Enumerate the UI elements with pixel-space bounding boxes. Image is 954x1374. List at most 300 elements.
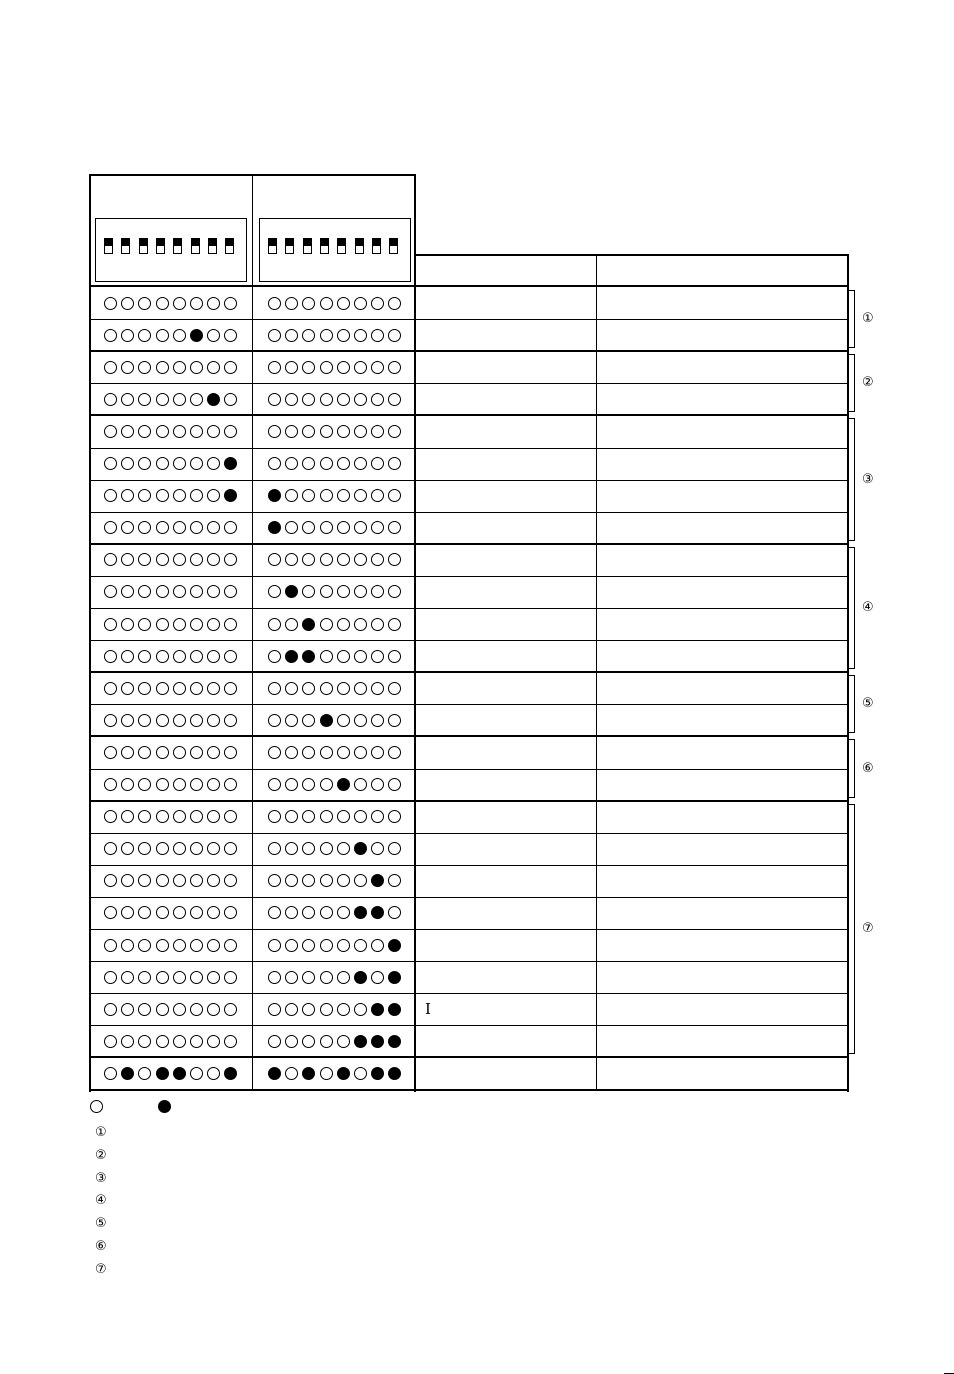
sw2-bit-4-off (320, 489, 333, 502)
sw2-bit-1-off (268, 393, 281, 406)
sw1-bit-3-off (138, 585, 151, 598)
sw2-bit-7-off (371, 618, 384, 631)
sw1-bit-7-off (207, 714, 220, 727)
sw2-bit-2-off (285, 553, 298, 566)
sw2-bit-1-off (268, 810, 281, 823)
sw1-bit-4-off (156, 1003, 169, 1016)
sw2-bit-6-off (354, 361, 367, 374)
sw2-bit-2-off (285, 874, 298, 887)
sw2-bit-4-off (320, 971, 333, 984)
sw2-bit-7-off (371, 585, 384, 598)
sw2-bit-8-off (388, 874, 401, 887)
dip-switch-lever-2 (121, 238, 130, 254)
sw2-bit-6-off (354, 393, 367, 406)
sw2-bit-8-off (388, 457, 401, 470)
sw2-bit-1-off (268, 939, 281, 952)
sw1-bit-5-off (173, 971, 186, 984)
sw1-bit-7-off (207, 1067, 220, 1080)
sw1-bit-4-off (156, 714, 169, 727)
sw1-bit-8-off (224, 393, 237, 406)
sw1-bit-1-off (104, 297, 117, 310)
sw2-bit-6-off (354, 778, 367, 791)
sw1-bit-8-on (224, 1067, 237, 1080)
sw2-bit-2-off (285, 746, 298, 759)
sw1-bit-3-off (138, 489, 151, 502)
sw1-bit-6-off (190, 1035, 203, 1048)
sw2-bit-5-on (337, 1067, 350, 1080)
sw1-bit-4-off (156, 1035, 169, 1048)
sw2-bit-5-on (337, 778, 350, 791)
dip-switch-knob (304, 239, 311, 246)
dip-switch-lever-3 (303, 238, 312, 254)
sw1-bit-4-off (156, 457, 169, 470)
sw1-bit-3-off (138, 650, 151, 663)
group-label: ⑥ (862, 760, 874, 776)
sw2-bit-4-off (320, 457, 333, 470)
sw2-bit-7-on (371, 1035, 384, 1048)
sw2-bit-2-off (285, 618, 298, 631)
sw2-bit-3-off (302, 585, 315, 598)
sw1-bit-3-off (138, 393, 151, 406)
sw1-bit-5-off (173, 939, 186, 952)
sw1-bit-8-off (224, 682, 237, 695)
sw2-bit-3-off (302, 393, 315, 406)
sw1-bit-8-off (224, 1003, 237, 1016)
sw1-bit-4-off (156, 393, 169, 406)
sw2-bit-3-off (302, 778, 315, 791)
dip-switch-knob (338, 239, 345, 246)
sw2-bit-7-on (371, 874, 384, 887)
dip-switch-lever-3 (139, 238, 148, 254)
sw2-bit-4-off (320, 874, 333, 887)
sw1-bit-2-off (121, 1035, 134, 1048)
sw1-bit-2-off (121, 329, 134, 342)
sw2-bit-4-off (320, 810, 333, 823)
table-left-border (89, 174, 91, 1092)
sw2-bit-5-off (337, 650, 350, 663)
sw1-bit-5-off (173, 778, 186, 791)
dip-switch-lever-1 (268, 238, 277, 254)
dip-switch-knob (226, 239, 233, 246)
sw2-bit-7-off (371, 425, 384, 438)
sw1-bit-7-off (207, 521, 220, 534)
sw2-bit-3-off (302, 874, 315, 887)
sw1-bit-8-off (224, 939, 237, 952)
sw1-bit-4-off (156, 361, 169, 374)
sw1-bit-8-on (224, 457, 237, 470)
sw2-bit-5-off (337, 939, 350, 952)
sw1-bit-8-on (224, 489, 237, 502)
row-divider (89, 448, 849, 449)
sw1-bit-3-off (138, 906, 151, 919)
sw2-bit-7-off (371, 650, 384, 663)
sw2-bit-8-off (388, 297, 401, 310)
sw1-bit-1-off (104, 457, 117, 470)
sw2-bit-2-off (285, 778, 298, 791)
sw1-bit-2-off (121, 585, 134, 598)
dip-switch-lever-7 (372, 238, 381, 254)
sw1-bit-2-off (121, 682, 134, 695)
dip-switch-knob (140, 239, 147, 246)
sw2-bit-6-off (354, 329, 367, 342)
row-divider (89, 833, 849, 834)
sw1-bit-2-off (121, 457, 134, 470)
row-divider (89, 608, 849, 609)
sw1-bit-3-off (138, 874, 151, 887)
sw1-bit-4-off (156, 810, 169, 823)
sw2-bit-5-off (337, 361, 350, 374)
sw1-bit-5-off (173, 425, 186, 438)
group-label: ⑤ (862, 696, 874, 712)
sw1-bit-2-off (121, 746, 134, 759)
sw2-bit-3-off (302, 1035, 315, 1048)
sw1-bit-4-off (156, 778, 169, 791)
sw2-bit-5-off (337, 521, 350, 534)
row-divider (89, 961, 849, 962)
sw2-bit-2-off (285, 1035, 298, 1048)
sw2-bit-3-off (302, 457, 315, 470)
sw1-bit-5-off (173, 810, 186, 823)
row-divider (89, 640, 849, 641)
sw2-bit-7-off (371, 297, 384, 310)
row-divider (89, 704, 849, 705)
group-divider (89, 735, 849, 737)
sw1-bit-6-off (190, 425, 203, 438)
group-bracket (849, 739, 855, 797)
sw2-bit-2-off (285, 393, 298, 406)
sw2-bit-5-off (337, 393, 350, 406)
sw1-bit-4-off (156, 650, 169, 663)
sw2-bit-4-off (320, 746, 333, 759)
sw1-bit-8-off (224, 842, 237, 855)
sw2-bit-4-off (320, 1003, 333, 1016)
sw1-bit-2-on (121, 1067, 134, 1080)
sw1-bit-8-off (224, 746, 237, 759)
sw1-bit-5-off (173, 714, 186, 727)
dip-switch-lever-6 (355, 238, 364, 254)
sw1-bit-4-off (156, 746, 169, 759)
sw1-bit-7-off (207, 329, 220, 342)
note-item: ① (95, 1125, 107, 1140)
sw1-bit-6-off (190, 714, 203, 727)
group-bracket (849, 418, 855, 540)
sw1-bit-8-off (224, 906, 237, 919)
sw2-bit-6-off (354, 553, 367, 566)
sw1-bit-1-off (104, 650, 117, 663)
sw2-bit-4-off (320, 778, 333, 791)
sw2-bit-5-off (337, 971, 350, 984)
sw2-bit-5-off (337, 457, 350, 470)
sw2-bit-7-off (371, 939, 384, 952)
row-divider (89, 929, 849, 930)
sw1-bit-5-off (173, 521, 186, 534)
sw1-bit-7-off (207, 874, 220, 887)
sw2-bit-3-off (302, 682, 315, 695)
sw2-bit-7-off (371, 714, 384, 727)
sw1-bit-8-off (224, 810, 237, 823)
sw2-bit-2-off (285, 1067, 298, 1080)
sw2-bit-7-off (371, 329, 384, 342)
sw1-bit-3-off (138, 939, 151, 952)
sw2-bit-8-off (388, 553, 401, 566)
sw2-bit-1-off (268, 457, 281, 470)
row-divider (89, 319, 849, 320)
sw2-bit-3-off (302, 906, 315, 919)
sw2-bit-4-off (320, 618, 333, 631)
dip-switch-lever-5 (173, 238, 182, 254)
sw2-bit-1-off (268, 842, 281, 855)
sw1-bit-2-off (121, 553, 134, 566)
sw2-bit-1-on (268, 521, 281, 534)
group-divider (89, 350, 849, 352)
sw1-bit-1-off (104, 521, 117, 534)
sw2-bit-6-off (354, 874, 367, 887)
sw2-bit-2-off (285, 521, 298, 534)
sw2-bit-2-off (285, 361, 298, 374)
sw2-bit-1-off (268, 585, 281, 598)
sw1-bit-7-off (207, 457, 220, 470)
sw1-bit-2-off (121, 874, 134, 887)
sw1-bit-4-off (156, 425, 169, 438)
sw1-bit-2-off (121, 521, 134, 534)
sw1-bit-5-off (173, 746, 186, 759)
sw1-bit-7-off (207, 682, 220, 695)
dip-switch-knob (105, 239, 112, 246)
sw1-bit-2-off (121, 842, 134, 855)
sw2-bit-8-off (388, 714, 401, 727)
sw1-bit-8-off (224, 778, 237, 791)
dip-switch-lever-2 (285, 238, 294, 254)
sw2-bit-7-on (371, 1067, 384, 1080)
sw1-bit-5-off (173, 906, 186, 919)
sw2-bit-1-off (268, 297, 281, 310)
sw1-bit-5-off (173, 1003, 186, 1016)
sw1-bit-7-off (207, 1003, 220, 1016)
sw1-bit-6-off (190, 971, 203, 984)
sw2-bit-8-off (388, 810, 401, 823)
sw2-bit-7-off (371, 971, 384, 984)
sw1-bit-7-off (207, 650, 220, 663)
sw2-bit-7-off (371, 457, 384, 470)
sw2-bit-3-off (302, 971, 315, 984)
sw2-bit-8-off (388, 585, 401, 598)
sw2-bit-6-off (354, 939, 367, 952)
sw1-bit-7-off (207, 1035, 220, 1048)
sw2-bit-4-off (320, 585, 333, 598)
sw2-bit-6-off (354, 682, 367, 695)
sw2-bit-3-on (302, 1067, 315, 1080)
sw1-bit-6-off (190, 939, 203, 952)
sw2-bit-4-off (320, 553, 333, 566)
sw2-bit-7-off (371, 778, 384, 791)
sw1-bit-1-off (104, 425, 117, 438)
sw2-bit-6-on (354, 971, 367, 984)
group-bracket (849, 675, 855, 733)
sw2-bit-5-off (337, 1003, 350, 1016)
sw1-bit-8-off (224, 297, 237, 310)
sw2-bit-2-off (285, 810, 298, 823)
sw2-bit-6-off (354, 521, 367, 534)
sw1-bit-7-off (207, 778, 220, 791)
sw1-bit-5-off (173, 682, 186, 695)
sw1-bit-3-off (138, 425, 151, 438)
sw2-bit-6-off (354, 1003, 367, 1016)
sw2-bit-1-off (268, 618, 281, 631)
sw2-bit-8-off (388, 650, 401, 663)
sw1-bit-8-off (224, 425, 237, 438)
sw1-bit-3-off (138, 329, 151, 342)
dip-switch-knob (356, 239, 363, 246)
sw1-bit-3-off (138, 457, 151, 470)
sw1-bit-1-off (104, 842, 117, 855)
sw2-bit-4-off (320, 297, 333, 310)
sw2-bit-3-off (302, 1003, 315, 1016)
sw1-bit-2-off (121, 810, 134, 823)
sw1-bit-2-off (121, 297, 134, 310)
sw2-bit-7-off (371, 521, 384, 534)
sw2-bit-1-off (268, 650, 281, 663)
sw1-bit-5-off (173, 489, 186, 502)
sw2-bit-8-off (388, 521, 401, 534)
sw2-bit-8-off (388, 329, 401, 342)
group-divider (89, 414, 849, 416)
sw1-bit-7-off (207, 553, 220, 566)
sw2-bit-8-off (388, 618, 401, 631)
sw2-bit-1-off (268, 906, 281, 919)
sw1-bit-2-off (121, 489, 134, 502)
sw2-bit-3-off (302, 939, 315, 952)
dip-switch-lever-6 (191, 238, 200, 254)
sw2-bit-1-off (268, 971, 281, 984)
sw2-bit-6-off (354, 650, 367, 663)
sw2-bit-1-off (268, 746, 281, 759)
sw2-bit-7-off (371, 361, 384, 374)
dip-switch-knob (122, 239, 129, 246)
sw1-bit-4-off (156, 618, 169, 631)
sw2-bit-5-off (337, 585, 350, 598)
legend-on-dot (158, 1100, 171, 1113)
sw2-bit-5-off (337, 1035, 350, 1048)
sw1-bit-1-off (104, 714, 117, 727)
sw1-bit-7-off (207, 842, 220, 855)
sw2-bit-1-off (268, 553, 281, 566)
sw1-bit-4-off (156, 329, 169, 342)
sw2-bit-5-off (337, 810, 350, 823)
sw1-bit-3-off (138, 521, 151, 534)
sw2-bit-4-off (320, 842, 333, 855)
sw2-bit-3-off (302, 810, 315, 823)
sw1-bit-6-off (190, 650, 203, 663)
sw1-bit-1-off (104, 361, 117, 374)
note-item: ⑤ (95, 1216, 107, 1232)
row-divider (89, 576, 849, 577)
sw1-bit-4-off (156, 906, 169, 919)
sw2-bit-6-off (354, 457, 367, 470)
sw1-bit-7-off (207, 971, 220, 984)
sw2-bit-6-off (354, 297, 367, 310)
sw1-bit-5-off (173, 297, 186, 310)
sw1-bit-5-off (173, 1035, 186, 1048)
group-label: ① (862, 311, 874, 327)
sw2-bit-5-off (337, 874, 350, 887)
sw1-bit-3-off (138, 1067, 151, 1080)
sw2-bit-1-off (268, 778, 281, 791)
sw1-bit-1-off (104, 906, 117, 919)
note-item: ③ (95, 1170, 107, 1186)
sw1-bit-8-off (224, 650, 237, 663)
sw1-bit-1-off (104, 874, 117, 887)
sw1-bit-6-off (190, 521, 203, 534)
sw1-bit-3-off (138, 297, 151, 310)
sw2-bit-3-off (302, 842, 315, 855)
sw2-bit-4-off (320, 425, 333, 438)
sw1-bit-7-off (207, 939, 220, 952)
sw1-bit-7-off (207, 489, 220, 502)
sw1-bit-3-off (138, 714, 151, 727)
sw1-bit-7-on (207, 393, 220, 406)
group-bracket (849, 290, 855, 348)
dip-switch-knob (390, 239, 397, 246)
sw2-bit-8-off (388, 489, 401, 502)
sw2-bit-8-off (388, 906, 401, 919)
sw2-bit-3-off (302, 714, 315, 727)
sw1-bit-4-off (156, 842, 169, 855)
sw1-bit-3-off (138, 361, 151, 374)
sw2-bit-4-off (320, 1067, 333, 1080)
sw2-bit-4-off (320, 650, 333, 663)
sw1-bit-6-off (190, 585, 203, 598)
sw1-bit-2-off (121, 361, 134, 374)
sw1-bit-8-off (224, 521, 237, 534)
sw2-bit-6-on (354, 842, 367, 855)
sw2-bit-2-off (285, 457, 298, 470)
sw1-bit-4-off (156, 682, 169, 695)
sw2-bit-8-off (388, 361, 401, 374)
sw1-bit-1-off (104, 1035, 117, 1048)
sw1-bit-2-off (121, 618, 134, 631)
sw1-bit-3-off (138, 971, 151, 984)
sw2-bit-8-off (388, 393, 401, 406)
dip-switch-knob (286, 239, 293, 246)
note-item: ⑦ (95, 1261, 107, 1277)
sw2-bit-2-off (285, 842, 298, 855)
sw2-bit-4-off (320, 1035, 333, 1048)
dip-switch-lever-8 (225, 238, 234, 254)
sw2-bit-8-off (388, 682, 401, 695)
sw2-bit-6-off (354, 810, 367, 823)
sw1-bit-6-off (190, 361, 203, 374)
sw1-bit-6-off (190, 489, 203, 502)
dip-switch-knob (174, 239, 181, 246)
sw2-bit-6-off (354, 489, 367, 502)
sw1-bit-1-off (104, 682, 117, 695)
header-bottom-border (89, 285, 849, 287)
sw1-bit-2-off (121, 906, 134, 919)
sw2-bit-3-off (302, 361, 315, 374)
group-label: ④ (862, 600, 874, 615)
sw1-bit-8-off (224, 329, 237, 342)
sw2-bit-2-on (285, 585, 298, 598)
sw2-bit-8-off (388, 778, 401, 791)
sw1-bit-3-off (138, 778, 151, 791)
sw2-bit-7-off (371, 393, 384, 406)
sw1-bit-8-off (224, 553, 237, 566)
sw1-bit-1-off (104, 746, 117, 759)
sw2-bit-7-off (371, 810, 384, 823)
group-divider (89, 1089, 849, 1091)
sw1-bit-8-off (224, 1035, 237, 1048)
dip-switch-lever-4 (320, 238, 329, 254)
